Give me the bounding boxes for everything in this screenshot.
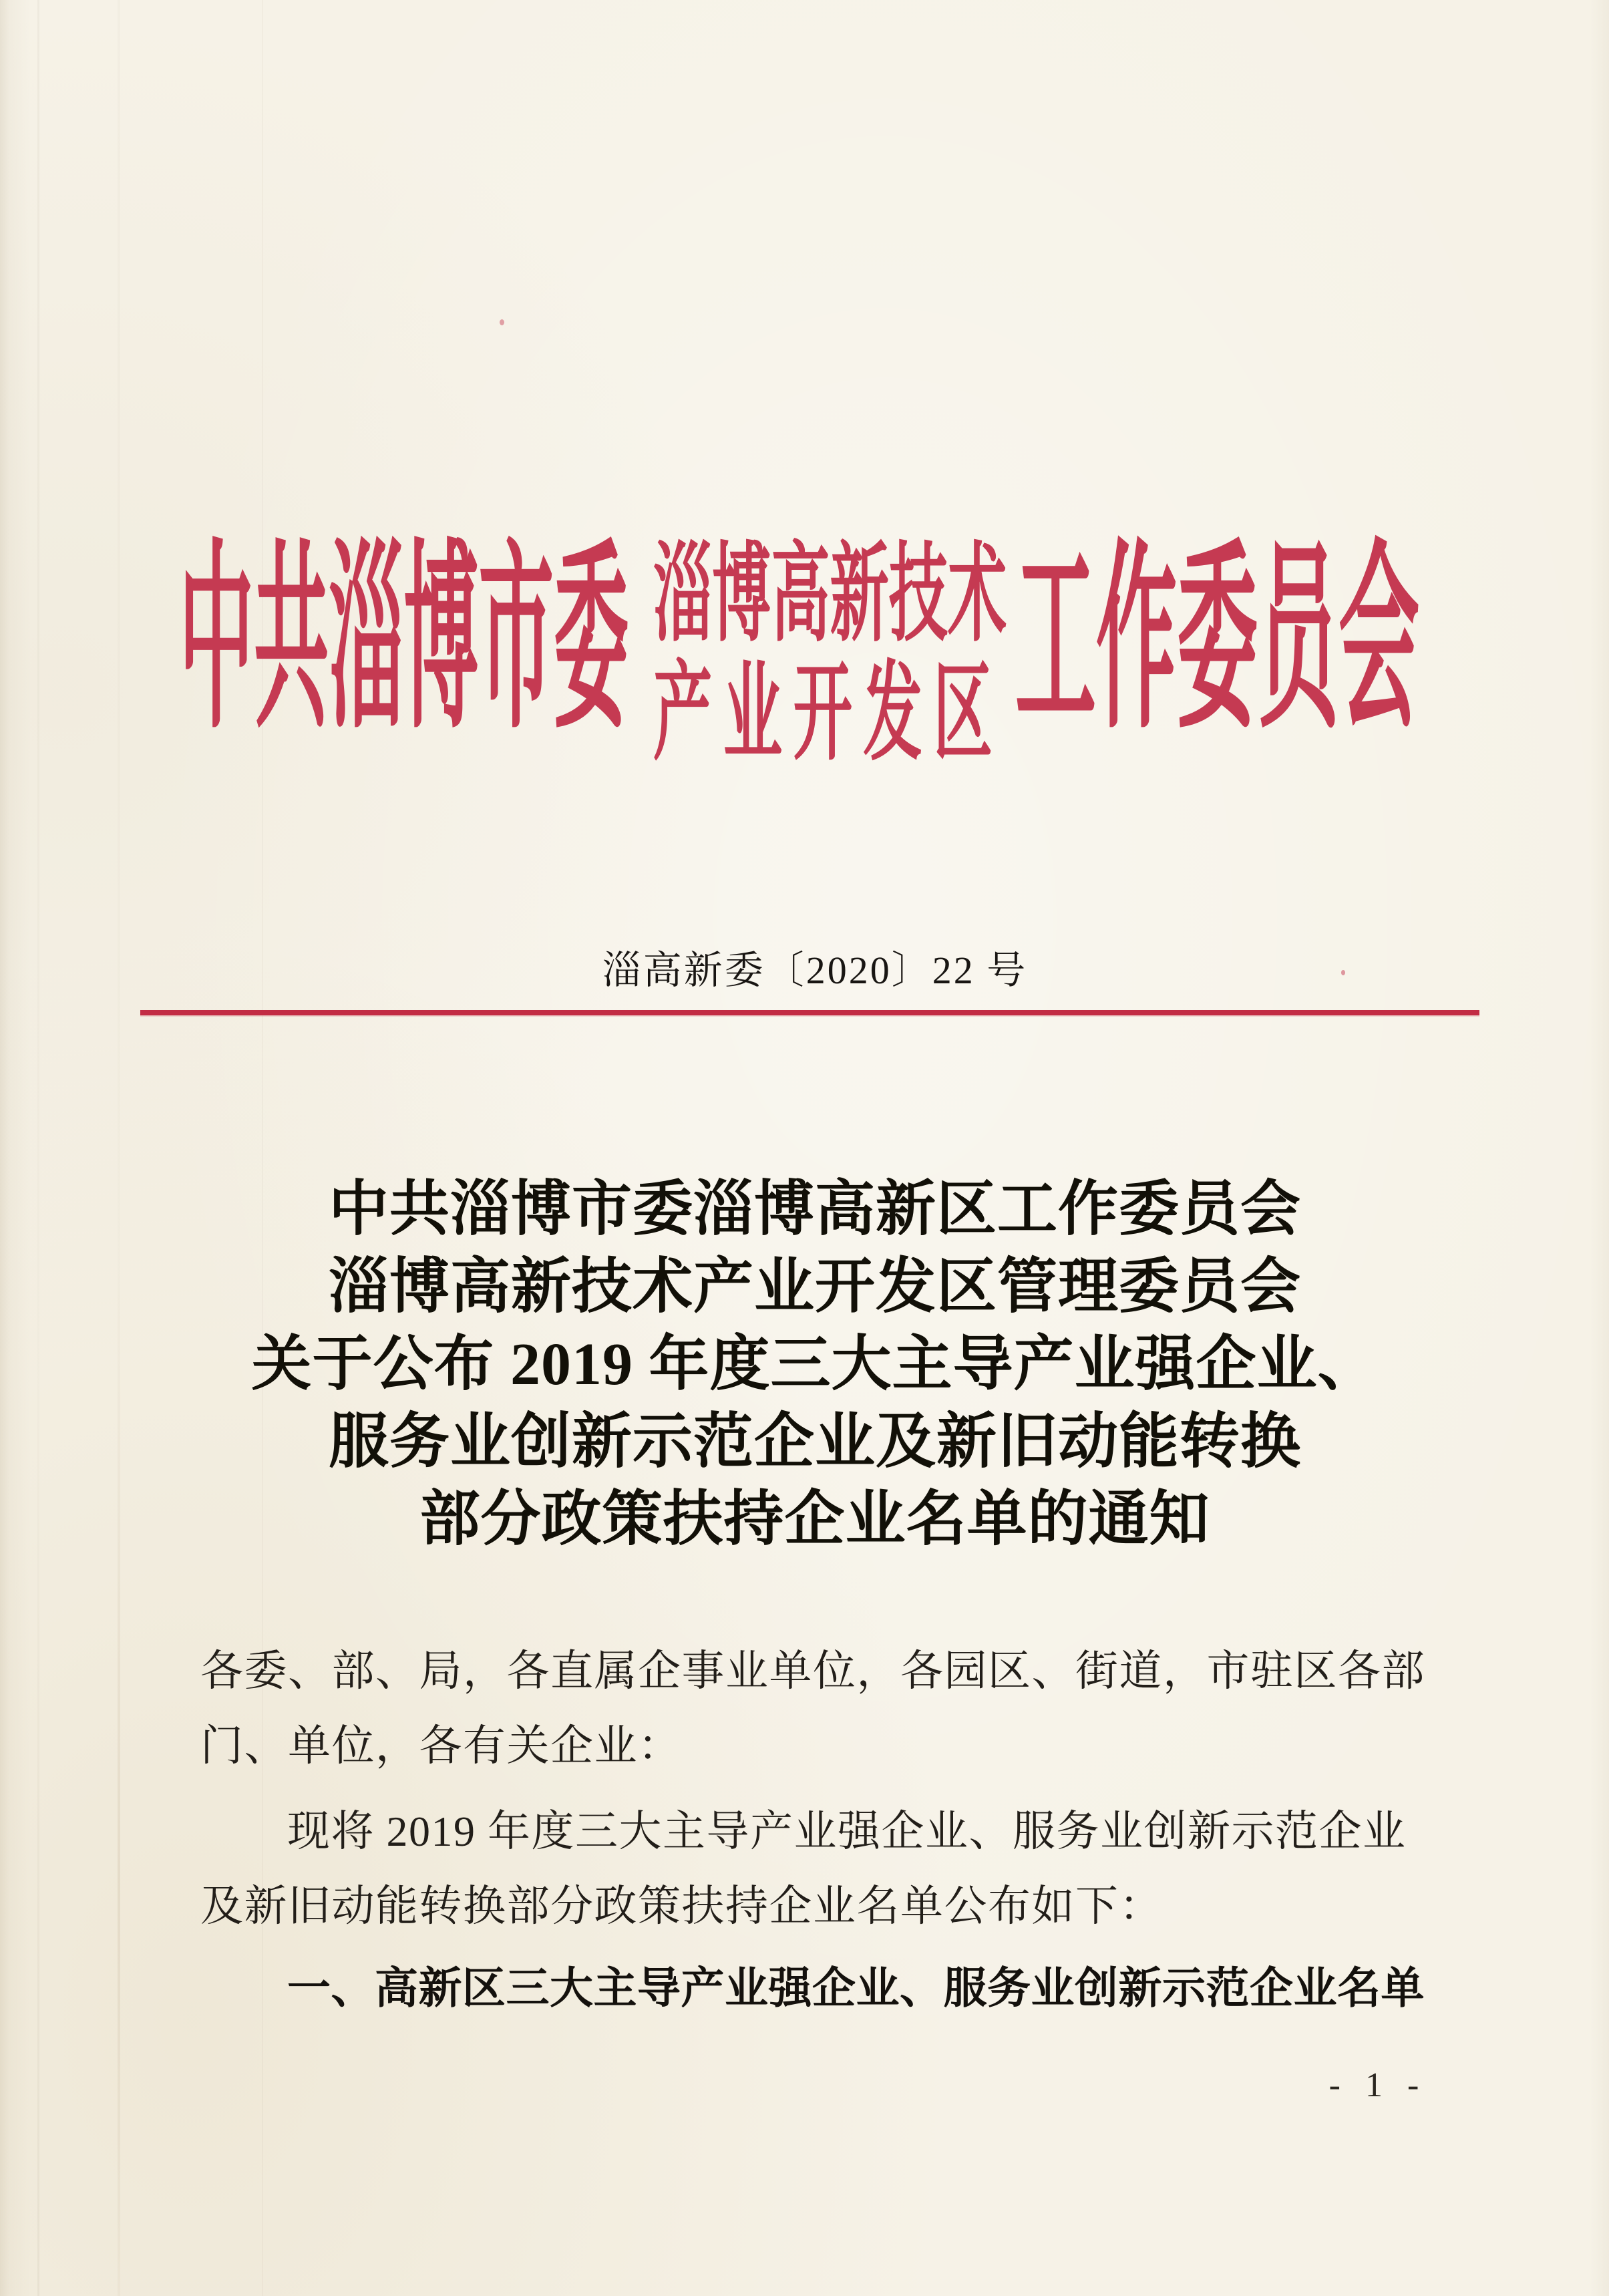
document-title <box>147 1171 1483 1559</box>
title-line-3: 关于公布 2019 年度三大主导产业强企业、 <box>251 1331 1379 1398</box>
title-line-1: 中共淄博市委淄博高新区工作委员会 <box>329 1176 1301 1243</box>
red-ink-speck <box>500 319 504 325</box>
section-heading: 一、高新区三大主导产业强企业、服务业创新示范企业名单 <box>287 1963 1425 2012</box>
salutation-line-1: 各委、部、局，各直属企事业单位，各园区、街道，市驻区各部 <box>200 1647 1425 1695</box>
title-line-4: 服务业创新示范企业及新旧动能转换 <box>329 1409 1301 1475</box>
body-paragraph-line-2: 及新旧动能转换部分政策扶持企业名单公布如下： <box>200 1882 1163 1930</box>
masthead-org-middle-line2: 产业开发区 <box>653 655 1004 774</box>
document-number: 淄高新委〔2020〕22 号 <box>602 949 1028 992</box>
paper-crease <box>262 0 263 2296</box>
paper-crease <box>37 0 39 2296</box>
title-line-5: 部分政策扶持企业名单的通知 <box>419 1486 1210 1552</box>
masthead-org-middle-line1: 淄博高新技术 <box>653 536 1007 655</box>
title-line-2: 淄博高新技术产业开发区管理委员会 <box>329 1254 1301 1320</box>
masthead-org-left: 中共淄博市委 <box>179 529 629 754</box>
page-number: - 1 - <box>1328 2066 1427 2104</box>
body-paragraph-line-1: 现将 2019 年度三大主导产业强企业、服务业创新示范企业 <box>287 1808 1407 1855</box>
paper-crease <box>118 0 120 2296</box>
salutation-line-2: 门、单位，各有关企业： <box>200 1722 682 1770</box>
red-divider-rule <box>140 1010 1479 1015</box>
masthead-org-right: 工作委员会 <box>1015 529 1420 754</box>
